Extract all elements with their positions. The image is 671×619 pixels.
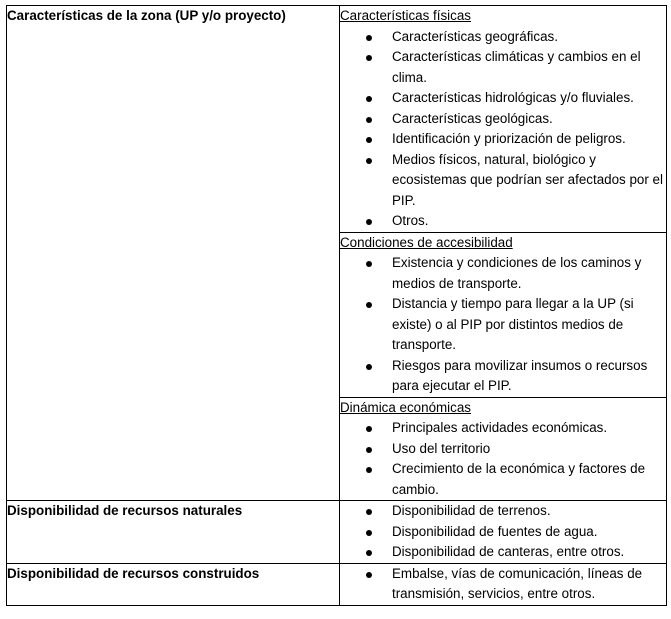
list-item [392, 501, 666, 522]
bullet-icon [366, 364, 372, 370]
bullet-icon [366, 509, 372, 515]
bullet-list [340, 418, 666, 500]
list-item [392, 294, 666, 356]
list-item-text: Disponibilidad de canteras, entre otros. [392, 544, 625, 559]
row-label: Características de la zona (UP y/o proyecto) [7, 8, 286, 23]
list-item [392, 129, 666, 150]
row-label-cell [7, 6, 340, 501]
table-row [7, 563, 667, 605]
bullet-icon [366, 219, 372, 225]
bullet-icon [366, 302, 372, 308]
bullet-icon [366, 572, 372, 578]
bullet-list [340, 27, 666, 232]
list-item-text: Distancia y tiempo para llegar a la UP (si existe) o al PIP por distintos medios de transporte. [392, 296, 634, 352]
bullet-icon [366, 96, 372, 102]
list-item-text: Embalse, vías de comunicación, líneas de transmisión, servicios, entre otros. [392, 565, 643, 601]
list-item [392, 109, 666, 130]
list-item-text: Crecimiento de la económica y factores de cambio. [392, 461, 646, 497]
list-item [392, 27, 666, 48]
list-item [392, 253, 666, 294]
list-item [392, 459, 666, 500]
bullet-list [340, 501, 666, 563]
row-label-cell [7, 501, 340, 564]
table-row [7, 6, 667, 233]
items-cell-recursos-naturales [340, 501, 667, 564]
list-item [392, 88, 666, 109]
list-item-text: Riesgos para movilizar insumos o recursos para ejecutar el PIP. [392, 357, 648, 393]
section-cell-dinamica-economicas [340, 397, 667, 501]
list-item-text: Características climáticas y cambios en el clima. [392, 49, 641, 85]
row-label: Disponibilidad de recursos construidos [7, 565, 260, 581]
list-item [392, 564, 666, 605]
list-item-text: Principales actividades económicas. [392, 420, 608, 435]
list-item [392, 47, 666, 88]
bullet-icon [366, 137, 372, 143]
list-item [392, 522, 666, 543]
list-item-text: Disponibilidad de fuentes de agua. [392, 523, 598, 539]
list-item-text: Otros. [392, 213, 429, 228]
table-row [7, 501, 667, 564]
bullet-icon [366, 35, 372, 41]
list-item-text: Características hidrológicas y/o fluviales. [392, 90, 634, 105]
bullet-icon [366, 550, 372, 556]
content-table [6, 5, 667, 606]
items-cell-recursos-construidos [340, 563, 667, 605]
section-cell-caracteristicas-fisicas [340, 6, 667, 233]
list-item [392, 211, 666, 232]
bullet-icon [366, 426, 372, 432]
list-item [392, 439, 666, 460]
bullet-icon [366, 530, 372, 536]
bullet-icon [366, 447, 372, 453]
section-title: Condiciones de accesibilidad [340, 234, 513, 250]
bullet-icon [366, 158, 372, 164]
list-item-text: Características geográficas. [392, 28, 558, 44]
section-cell-condiciones-accesibilidad [340, 232, 667, 397]
list-item [392, 542, 666, 563]
bullet-icon [366, 117, 372, 123]
row-label: Disponibilidad de recursos naturales [7, 503, 243, 518]
list-item [392, 356, 666, 397]
list-item [392, 150, 666, 212]
list-item-text: Medios físicos, natural, biológico y ecosistemas que podrían ser afectados por el PIP. [392, 151, 663, 208]
list-item [392, 418, 666, 439]
section-title: Características físicas [340, 8, 471, 23]
list-item-text: Uso del territorio [392, 440, 491, 456]
list-item-text: Identificación y priorización de peligros. [392, 131, 626, 146]
section-title: Dinámica económicas [340, 399, 471, 415]
bullet-icon [366, 55, 372, 61]
bullet-icon [366, 467, 372, 473]
bullet-list [340, 253, 666, 397]
bullet-icon [366, 261, 372, 267]
bullet-list [340, 564, 666, 605]
list-item-text: Características geológicas. [392, 110, 553, 126]
row-label-cell [7, 563, 340, 605]
list-item-text: Existencia y condiciones de los caminos y medios de transporte. [392, 255, 642, 291]
list-item-text: Disponibilidad de terrenos. [392, 503, 551, 518]
